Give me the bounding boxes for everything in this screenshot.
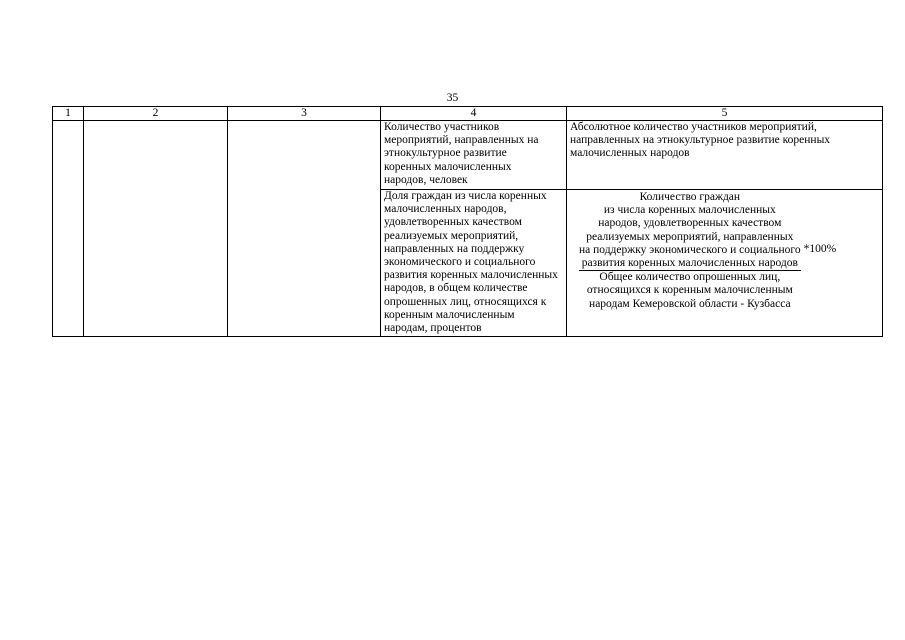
indicator-name-text: Доля граждан из числа коренных малочисленных народов, удовлетворенных качеством реализуемых мероприятий, направленных на поддержку экономического и социального развития коренных малочисленных народов, в общем количестве опрошенных лиц, относящихся к коренным малочисленным народам, процентов <box>384 190 558 335</box>
calculation-formula-cell <box>567 190 883 337</box>
calculation-method-text: Абсолютное количество участников мероприятий, направленных на этнокультурное развитие коренных малочисленных народов <box>570 121 831 160</box>
numerator-line: Количество граждан <box>639 191 741 204</box>
denominator-line: народам Кемеровской области - Кузбасса <box>589 297 791 310</box>
column-header-2: 2 <box>84 107 228 121</box>
table-header-row <box>53 107 883 121</box>
column-header-4: 4 <box>381 107 567 121</box>
calculation-method-cell <box>567 121 883 190</box>
row-cell-col3 <box>228 121 381 337</box>
row-cell-col1 <box>53 121 84 337</box>
indicator-name-text: Количество участников мероприятий, направленных на этнокультурное развитие коренных малочисленных народов, человек <box>384 121 539 186</box>
numerator-line: народов, удовлетворенных качеством <box>598 217 782 230</box>
column-header-3: 3 <box>228 107 381 121</box>
column-header-1: 1 <box>53 107 84 121</box>
numerator-line: на поддержку экономического и социального <box>579 243 801 256</box>
page-number: 35 <box>446 92 459 104</box>
table-row <box>53 121 883 190</box>
numerator-line: из числа коренных малочисленных <box>603 204 776 217</box>
denominator-line: относящихся к коренным малочисленным <box>586 284 793 297</box>
denominator-line: Общее количество опрошенных лиц, <box>599 271 781 284</box>
row-cell-col2 <box>84 121 228 337</box>
formula-numerator <box>579 191 801 271</box>
formula-fraction <box>579 191 801 311</box>
indicator-name-cell <box>381 121 567 190</box>
formula-multiplier: *100% <box>803 243 837 256</box>
indicator-name-cell <box>381 190 567 337</box>
numerator-line: развития коренных малочисленных народов <box>581 257 798 270</box>
numerator-line: реализуемых мероприятий, направленных <box>586 230 794 243</box>
indicators-table <box>52 106 883 337</box>
percentage-formula <box>579 190 879 314</box>
column-header-5: 5 <box>567 107 883 121</box>
formula-denominator <box>587 271 793 311</box>
